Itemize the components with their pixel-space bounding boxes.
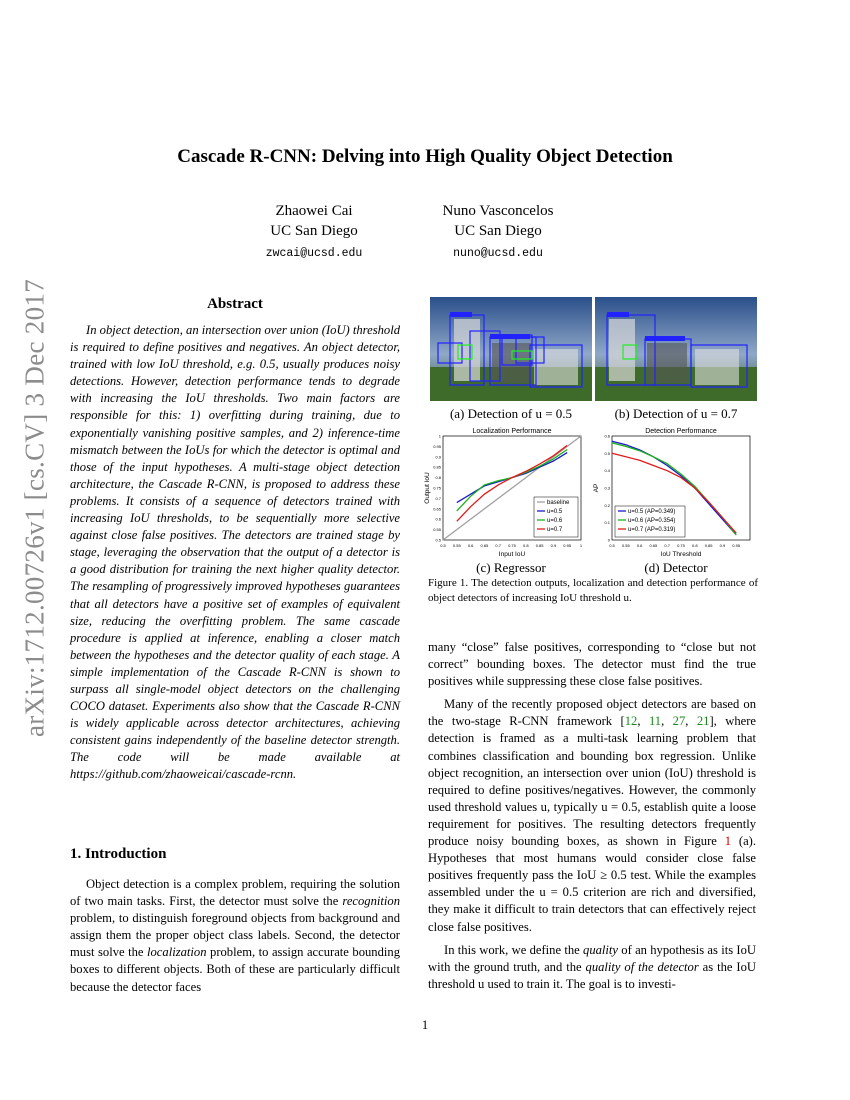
x-tick-label: 0.65 bbox=[480, 543, 489, 548]
x-tick-label: 0.75 bbox=[508, 543, 516, 548]
legend-label: u=0.7 bbox=[547, 527, 563, 533]
right-paragraph-3 bbox=[428, 942, 756, 993]
paper-title: Cascade R-CNN: Delving into High Quality Object Detection bbox=[177, 146, 673, 167]
x-tick-label: 0.55 bbox=[452, 543, 461, 548]
right-paragraph-2: Many of the recently proposed object detectors are based on the two-stage R-CNN framework [12, 11, 27, 21], where detection is framed as a multi-task learning problem that combines classification and bounding box regression. Unlike object recognition, an intersection over union (IoU) threshold is required to define positives/negatives. However, the commonly used threshold values u, typically u = 0.5, establish quite a loose requirement for positives. The resulting detectors frequently produce noisy bounding boxes, as shown in Figure 1 (a). Hypotheses that most humans would consider close false positives frequently pass the IoU ≥ 0.5 test. While the examples assembled under the u = 0.5 criterion are rich and diversified, they make it difficult to train detectors that can effectively reject close false positives. bbox=[428, 697, 757, 934]
abstract-heading: Abstract bbox=[207, 296, 263, 312]
x-tick-label: 0.55 bbox=[621, 543, 630, 548]
text-run: problem, to assign accurate bounding boxes to different objects. Both of these are particularly difficult because the detector faces bbox=[70, 945, 400, 994]
author-affiliation: UC San Diego bbox=[270, 223, 358, 239]
x-tick-label: 0.65 bbox=[649, 543, 658, 548]
x-tick-label: 0.85 bbox=[704, 543, 713, 548]
x-tick-label: 0.7 bbox=[495, 543, 501, 548]
detection-chart bbox=[592, 424, 760, 561]
right-paragraph-1: many “close” false positives, corresponding to “close but not correct” bounding boxes. The detector must find the true positives while suppressing these close false positives. bbox=[428, 640, 756, 689]
author-name: Nuno Vasconcelos bbox=[442, 203, 554, 219]
legend-label: u=0.6 bbox=[547, 518, 563, 524]
legend-label: u=0.7 (AP=0.319) bbox=[628, 527, 676, 533]
localization-chart bbox=[423, 424, 591, 561]
x-tick-label: 0.85 bbox=[535, 543, 544, 548]
x-tick-label: 0.5 bbox=[440, 543, 446, 548]
emph-text: recognition bbox=[342, 894, 400, 909]
arxiv-id-text: arXiv:1712.00726v1 [cs.CV] 3 Dec 2017 bbox=[19, 278, 50, 738]
x-tick-label: 0.95 bbox=[563, 543, 572, 548]
x-axis-label: IoU Threshold bbox=[660, 551, 702, 558]
text-run: ], where detection is framed as a multi-task learning problem that combines classification and bounding box regression. Unlike object recognition, an intersection over union (IoU) threshold is required to define positives/negatives. However, the commonly used threshold values u, typically u = 0.5, establish quite a loose requirement for positives. The resulting detectors frequently produce noisy bounding boxes, as shown in Figure bbox=[428, 714, 757, 849]
y-tick-label: 1 bbox=[438, 433, 441, 439]
y-tick-label: 0.4 bbox=[604, 468, 610, 474]
x-tick-label: 0.6 bbox=[467, 543, 474, 548]
y-tick-label: 0.5 bbox=[604, 450, 610, 456]
x-tick-label: 0.8 bbox=[523, 543, 529, 548]
citation-link[interactable]: 27 bbox=[672, 714, 686, 729]
x-axis-label: Input IoU bbox=[498, 551, 526, 558]
y-tick-label: 0 bbox=[607, 537, 610, 543]
subcaption-d: (d) Detector bbox=[644, 560, 708, 575]
author-email[interactable]: zwcai@ucsd.edu bbox=[265, 247, 363, 260]
emph-text: localization bbox=[147, 945, 207, 960]
emph-text: quality bbox=[583, 942, 618, 957]
citation-link[interactable]: 11 bbox=[648, 714, 662, 729]
y-tick-label: 0.65 bbox=[433, 506, 441, 512]
emph-text: quality of the detector bbox=[585, 959, 699, 974]
y-tick-label: 0.85 bbox=[433, 464, 441, 470]
detection-photo-b bbox=[595, 297, 757, 401]
y-tick-label: 0.1 bbox=[604, 520, 610, 526]
y-tick-label: 0.3 bbox=[604, 485, 610, 491]
citation-link[interactable]: 21 bbox=[696, 714, 710, 729]
y-tick-label: 0.95 bbox=[433, 443, 441, 449]
y-axis-label: Output IoU bbox=[424, 472, 431, 504]
y-tick-label: 0.8 bbox=[435, 475, 441, 481]
y-axis-label: AP bbox=[593, 483, 600, 493]
arxiv-identifier bbox=[15, 268, 55, 748]
chart-title: Detection Performance bbox=[645, 428, 717, 435]
detection-image-a bbox=[430, 297, 592, 401]
text-run: as the IoU threshold u used to train it. The goal is to investi- bbox=[428, 959, 756, 991]
x-tick-label: 0.8 bbox=[692, 543, 698, 548]
subcaption-a: (a) Detection of u = 0.5 bbox=[449, 406, 573, 421]
y-tick-label: 0.75 bbox=[433, 485, 441, 491]
y-tick-label: 0.6 bbox=[604, 433, 610, 439]
figure-caption: Figure 1. The detection outputs, localization and detection performance of object detectors of increasing IoU threshold u. bbox=[428, 577, 758, 604]
y-tick-label: 0.9 bbox=[435, 454, 441, 460]
x-tick-label: 0.6 bbox=[636, 543, 643, 548]
section-heading: 1. Introduction bbox=[70, 846, 167, 862]
intro-column bbox=[70, 876, 400, 1002]
x-tick-label: 0.7 bbox=[664, 543, 670, 548]
author-name: Zhaowei Cai bbox=[275, 203, 353, 219]
text-run: In this work, we define the bbox=[444, 942, 584, 957]
subcaption-b: (b) Detection of u = 0.7 bbox=[614, 406, 738, 421]
x-tick-label: 0.9 bbox=[550, 543, 557, 548]
x-tick-label: 0.9 bbox=[719, 543, 726, 548]
figure-link[interactable]: 1 bbox=[724, 834, 732, 849]
author-email[interactable]: nuno@ucsd.edu bbox=[453, 247, 543, 260]
x-tick-label: 0.5 bbox=[609, 543, 615, 548]
text-run: problem, to distinguish foreground objects from background and assign them the proper object class labels. Second, the detector must solve the bbox=[70, 911, 400, 960]
y-tick-label: 0.55 bbox=[433, 527, 441, 533]
intro-paragraph bbox=[70, 876, 400, 996]
author-2 bbox=[398, 201, 598, 264]
detection-photo-a bbox=[430, 297, 592, 401]
author-1 bbox=[214, 201, 414, 264]
legend-label: baseline bbox=[547, 500, 570, 506]
text-run: Object detection is a complex problem, requiring the solution of two main tasks. First, the detector must solve the bbox=[70, 877, 400, 909]
x-tick-label: 1 bbox=[579, 543, 583, 548]
y-tick-label: 0.7 bbox=[435, 495, 441, 501]
right-column bbox=[428, 639, 756, 999]
author-affiliation: UC San Diego bbox=[454, 223, 542, 239]
y-tick-label: 0.2 bbox=[604, 502, 610, 508]
subcaption-c: (c) Regressor bbox=[476, 560, 546, 575]
y-tick-label: 0.5 bbox=[435, 537, 441, 543]
legend-label: u=0.6 (AP=0.354) bbox=[628, 518, 676, 524]
abstract-text: In object detection, an intersection over union (IoU) threshold is required to define positives and negatives. An object detector, trained with low IoU threshold, e.g. 0.5, usually produces noisy detections. However, detection performance tends to degrade with increasing the IoU thresholds. Two main factors are responsible for this: 1) overfitting during training, due to exponentially vanishing positive samples, and 2) inference-time mismatch between the IoUs for which the detector is optimal and those of the input hypotheses. A multi-stage object detection architecture, the Cascade R-CNN, is proposed to address these problems. It consists of a sequence of detectors trained with increasing IoU thresholds, to be sequentially more selective against close false positives. The detectors are trained stage by stage, leveraging the observation that the output of a detector is a good distribution for training the next higher quality detector. The resampling of progressively improved hypotheses guarantees that all detectors have a positive set of examples of equivalent size, reducing the overfitting problem. The same cascade procedure is applied at inference, enabling a closer match between the hypotheses and the detector quality of each stage. A simple implementation of the Cascade R-CNN is shown to surpass all single-model object detectors on the challenging COCO dataset. Experiments also show that the Cascade R-CNN is widely applicable across detector architectures, achieving consistent gains independently of the baseline detector strength. The code will be made available at https://github.com/zhaoweicai/cascade-rcnn. bbox=[70, 323, 400, 782]
x-tick-label: 0.75 bbox=[677, 543, 685, 548]
text-run: of an hypothesis as its IoU with the ground truth, and the bbox=[428, 942, 756, 974]
page-number: 1 bbox=[421, 1018, 429, 1032]
legend-label: u=0.5 (AP=0.349) bbox=[628, 509, 676, 515]
legend-label: u=0.5 bbox=[547, 509, 563, 515]
chart-title: Localization Performance bbox=[472, 428, 552, 435]
x-tick-label: 0.95 bbox=[732, 543, 741, 548]
text-run: (a). Hypotheses that most humans would consider close false positives frequently pass the IoU ≥ 0.5 test. While the examples assembled under the u = 0.5 criterion are rich and diversified, they make it difficult to train detectors that can effectively reject close false positives. bbox=[428, 834, 756, 934]
citation-link[interactable]: 12 bbox=[624, 714, 638, 729]
y-tick-label: 0.6 bbox=[435, 516, 441, 522]
detection-image-b bbox=[595, 297, 757, 401]
abstract-body bbox=[70, 322, 400, 790]
text-run: Many of the recently proposed object detectors are based on the two-stage R-CNN framework [ bbox=[428, 697, 756, 729]
